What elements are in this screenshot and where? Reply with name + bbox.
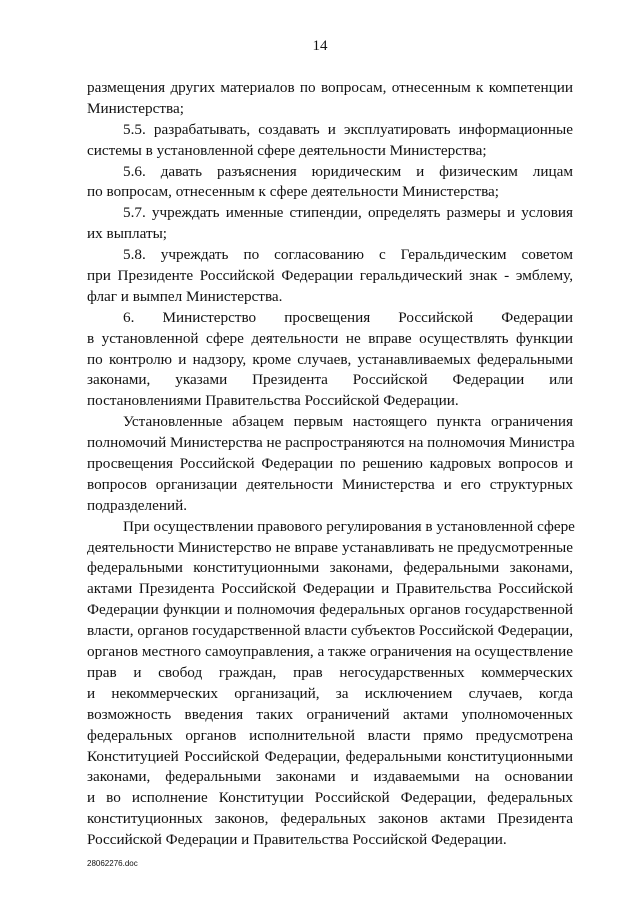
text-line: деятельности Министерство не вправе устанавливать не предусмотренные [87,538,573,556]
text-line: вопросов организации деятельности Министерства и его структурных [87,475,573,493]
text-line: и некоммерческих организаций, за исключением случаев, когда [87,684,573,702]
text-line: постановлениями Правительства Российской Федерации. [87,392,459,410]
page-number: 14 [312,38,328,54]
text-line: по контролю и надзору, кроме случаев, устанавливаемых федеральными [87,350,573,368]
text-line: федеральных органов исполнительной власти прямо предусмотрена [87,726,573,744]
document-body [87,78,573,851]
text-line: актами Президента Российской Федерации и Правительства Российской [87,580,573,598]
text-line: Установленные абзацем первым настоящего пункта ограничения [123,413,573,431]
file-name-footer: 28062276.doc [87,859,138,868]
text-line: законами, федеральными законами и издаваемыми на основании [87,768,573,786]
text-line: Министерства; [87,99,184,117]
text-line: 5.6. давать разъяснения юридическим и физическим лицам [123,162,573,180]
text-line: 5.7. учреждать именные стипендии, определять размеры и условия [123,204,573,222]
text-line: законами, указами Президента Российской Федерации или [87,371,573,389]
text-line: прав и свобод граждан, прав негосударственных коммерческих [87,663,573,681]
text-line: органов местного самоуправления, а также ограничения на осуществление [87,643,573,661]
text-line: Конституцией Российской Федерации, федеральными конституционными [87,747,573,765]
text-line: при Президенте Российской Федерации геральдический знак - эмблему, [87,267,573,285]
text-line: их выплаты; [87,225,168,243]
text-line: подразделений. [87,496,188,514]
text-line: власти, органов государственной власти субъектов Российской Федерации, [87,622,574,640]
text-line: 5.5. разрабатывать, создавать и эксплуатировать информационные [123,120,573,138]
text-line: При осуществлении правового регулирования в установленной сфере [123,517,575,535]
text-line: Российской Федерации и Правительства Российской Федерации. [87,831,507,849]
text-line: по вопросам, отнесенным к сфере деятельности Министерства; [87,183,500,201]
text-line: флаг и вымпел Министерства. [87,287,283,305]
text-line: просвещения Российской Федерации по решению кадровых вопросов и [87,455,573,473]
text-line: 5.8. учреждать по согласованию с Геральдическим советом [123,246,573,264]
text-line: полномочий Министерства не распространяются на полномочия Министра [87,434,575,452]
text-line: 6. Министерство просвещения Российской Федерации [123,308,573,326]
text-line: Федерации функции и полномочия федеральных органов государственной [87,601,573,619]
text-line: и во исполнение Конституции Российской Федерации, федеральных [87,789,573,807]
text-line: конституционных законов, федеральных законов актами Президента [87,810,573,828]
text-line: в установленной сфере деятельности не вправе осуществлять функции [87,329,573,347]
text-line: системы в установленной сфере деятельности Министерства; [87,141,487,159]
text-line: возможность введения таких ограничений актами уполномоченных [87,705,573,723]
text-line: размещения других материалов по вопросам, отнесенным к компетенции [87,79,573,96]
text-line: федеральными конституционными законами, федеральными законами, [87,559,573,577]
